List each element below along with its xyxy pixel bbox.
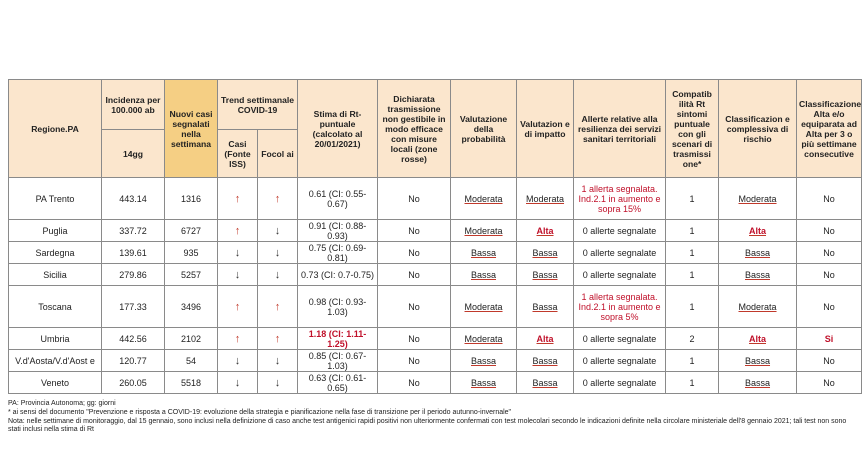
header-alerts: Allerte relative alla resilienza dei servizi sanitari territoriali — [574, 80, 666, 178]
cell-compatibility: 1 — [666, 286, 719, 328]
header-region: Regione.PA — [9, 80, 102, 178]
cell-transmission: No — [378, 242, 451, 264]
table-container — [8, 79, 861, 394]
cell-classification: Si — [797, 328, 862, 350]
cell-region: Sardegna — [9, 242, 102, 264]
cell-impact: Bassa — [517, 350, 574, 372]
arrow-down-icon: ↓ — [258, 220, 298, 242]
header-classification: Classificazione Alta e/o equiparata ad Alta per 3 o più settimane consecutive — [797, 80, 862, 178]
cell-probability: Moderata — [451, 178, 517, 220]
header-rt: Stima di Rt-puntuale (calcolato al 20/01/2021) — [298, 80, 378, 178]
cell-probability: Moderata — [451, 286, 517, 328]
cell-risk: Alta — [719, 328, 797, 350]
header-transmission: Dichiarata trasmissione non gestibile in modo efficace con misure locali (zone rosse) — [378, 80, 451, 178]
cell-cases: 5518 — [165, 372, 218, 394]
cell-probability: Bassa — [451, 264, 517, 286]
footnote-document: * ai sensi del documento "Prevenzione e risposta a COVID-19: evoluzione della strategia e pianificazione nella fase di transizione per il periodo autunno-invernale" — [8, 408, 512, 416]
cell-impact: Bassa — [517, 286, 574, 328]
cell-alerts: 1 allerta segnalata. Ind.2.1 in aumento e sopra 5% — [574, 286, 666, 328]
table-row — [9, 328, 862, 350]
cell-compatibility: 2 — [666, 328, 719, 350]
cell-risk: Moderata — [719, 286, 797, 328]
arrow-up-icon: ↑ — [258, 178, 298, 220]
cell-incidence: 139.61 — [102, 242, 165, 264]
cell-impact: Moderata — [517, 178, 574, 220]
cell-rt: 0.98 (CI: 0.93-1.03) — [298, 286, 378, 328]
table-row — [9, 178, 862, 220]
header-trend-cases: Casi (Fonte ISS) — [218, 130, 258, 178]
cell-rt: 0.91 (CI: 0.88-0.93) — [298, 220, 378, 242]
cell-probability: Bassa — [451, 372, 517, 394]
header-incidence-sub: 14gg — [102, 130, 165, 178]
cell-classification: No — [797, 286, 862, 328]
arrow-up-icon: ↑ — [258, 286, 298, 328]
arrow-up-icon: ↑ — [218, 328, 258, 350]
cell-transmission: No — [378, 328, 451, 350]
header-compatibility: Compatib ilità Rt sintomi puntuale con gli scenari di trasmissi one* — [666, 80, 719, 178]
cell-alerts: 0 allerte segnalate — [574, 242, 666, 264]
header-trend-outbreaks: Focol ai — [258, 130, 298, 178]
cell-incidence: 279.86 — [102, 264, 165, 286]
cell-incidence: 443.14 — [102, 178, 165, 220]
arrow-up-icon: ↑ — [218, 286, 258, 328]
header-probability: Valutazione della probabilità — [451, 80, 517, 178]
footnote-note: Nota: nelle settimane di monitoraggio, dal 15 gennaio, sono inclusi nella definizione di caso anche test antigenici rapidi positivi non ulteriormente confermati con test molecolari secondo le indicazioni definite nella circolare ministeriale dell'8 gennaio 2021; tali test non sono stati inclusi nella stima di Rt — [8, 417, 847, 434]
cell-transmission: No — [378, 264, 451, 286]
cell-transmission: No — [378, 350, 451, 372]
cell-alerts: 1 allerta segnalata. Ind.2.1 in aumento e sopra 15% — [574, 178, 666, 220]
cell-risk: Bassa — [719, 264, 797, 286]
cell-risk: Moderata — [719, 178, 797, 220]
cell-compatibility: 1 — [666, 264, 719, 286]
table-row — [9, 242, 862, 264]
cell-classification: No — [797, 264, 862, 286]
arrow-up-icon: ↑ — [218, 178, 258, 220]
cell-impact: Alta — [517, 220, 574, 242]
arrow-up-icon: ↑ — [218, 220, 258, 242]
cell-cases: 3496 — [165, 286, 218, 328]
arrow-up-icon: ↑ — [258, 328, 298, 350]
cell-classification: No — [797, 372, 862, 394]
cell-incidence: 177.33 — [102, 286, 165, 328]
cell-risk: Bassa — [719, 372, 797, 394]
arrow-down-icon: ↓ — [218, 264, 258, 286]
header-new-cases: Nuovi casi segnalati nella settimana — [165, 80, 218, 178]
cell-region: PA Trento — [9, 178, 102, 220]
cell-cases: 1316 — [165, 178, 218, 220]
footnote-abbreviations: PA: Provincia Autonoma; gg: giorni — [8, 400, 116, 407]
cell-compatibility: 1 — [666, 220, 719, 242]
arrow-down-icon: ↓ — [258, 350, 298, 372]
cell-region: Sicilia — [9, 264, 102, 286]
cell-rt: 0.61 (CI: 0.55-0.67) — [298, 178, 378, 220]
arrow-down-icon: ↓ — [218, 242, 258, 264]
cell-cases: 2102 — [165, 328, 218, 350]
arrow-down-icon: ↓ — [218, 372, 258, 394]
footnotes — [8, 400, 858, 435]
cell-compatibility: 1 — [666, 178, 719, 220]
cell-classification: No — [797, 178, 862, 220]
cell-incidence: 337.72 — [102, 220, 165, 242]
header-risk: Classificazion e complessiva di rischio — [719, 80, 797, 178]
cell-probability: Bassa — [451, 242, 517, 264]
cell-cases: 54 — [165, 350, 218, 372]
cell-compatibility: 1 — [666, 242, 719, 264]
header-incidence: Incidenza per 100.000 ab — [102, 80, 165, 130]
table-row — [9, 350, 862, 372]
cell-probability: Moderata — [451, 220, 517, 242]
cell-cases: 6727 — [165, 220, 218, 242]
cell-rt: 0.75 (CI: 0.69-0.81) — [298, 242, 378, 264]
cell-transmission: No — [378, 220, 451, 242]
cell-probability: Bassa — [451, 350, 517, 372]
cell-alerts: 0 allerte segnalate — [574, 372, 666, 394]
arrow-down-icon: ↓ — [258, 264, 298, 286]
table-row — [9, 286, 862, 328]
cell-probability: Moderata — [451, 328, 517, 350]
cell-risk: Alta — [719, 220, 797, 242]
cell-region: V.d'Aosta/V.d'Aost e — [9, 350, 102, 372]
cell-alerts: 0 allerte segnalate — [574, 328, 666, 350]
cell-rt: 0.85 (CI: 0.67-1.03) — [298, 350, 378, 372]
risk-table — [8, 79, 862, 394]
cell-incidence: 260.05 — [102, 372, 165, 394]
table-row — [9, 220, 862, 242]
cell-region: Umbria — [9, 328, 102, 350]
cell-transmission: No — [378, 286, 451, 328]
cell-region: Veneto — [9, 372, 102, 394]
header-impact: Valutazion e di impatto — [517, 80, 574, 178]
header-trend: Trend settimanale COVID-19 — [218, 80, 298, 130]
cell-classification: No — [797, 220, 862, 242]
cell-transmission: No — [378, 372, 451, 394]
cell-incidence: 120.77 — [102, 350, 165, 372]
cell-rt: 0.73 (CI: 0.7-0.75) — [298, 264, 378, 286]
cell-cases: 935 — [165, 242, 218, 264]
cell-classification: No — [797, 350, 862, 372]
table-row — [9, 264, 862, 286]
cell-classification: No — [797, 242, 862, 264]
cell-region: Puglia — [9, 220, 102, 242]
cell-alerts: 0 allerte segnalate — [574, 220, 666, 242]
table-body — [9, 178, 862, 394]
cell-incidence: 442.56 — [102, 328, 165, 350]
cell-impact: Alta — [517, 328, 574, 350]
cell-cases: 5257 — [165, 264, 218, 286]
cell-rt: 0.63 (CI: 0.61-0.65) — [298, 372, 378, 394]
cell-impact: Bassa — [517, 264, 574, 286]
table-row — [9, 372, 862, 394]
cell-risk: Bassa — [719, 350, 797, 372]
arrow-down-icon: ↓ — [258, 372, 298, 394]
cell-transmission: No — [378, 178, 451, 220]
cell-alerts: 0 allerte segnalate — [574, 264, 666, 286]
cell-impact: Bassa — [517, 242, 574, 264]
arrow-down-icon: ↓ — [258, 242, 298, 264]
arrow-down-icon: ↓ — [218, 350, 258, 372]
cell-compatibility: 1 — [666, 350, 719, 372]
cell-compatibility: 1 — [666, 372, 719, 394]
cell-region: Toscana — [9, 286, 102, 328]
cell-impact: Bassa — [517, 372, 574, 394]
cell-risk: Bassa — [719, 242, 797, 264]
cell-alerts: 0 allerte segnalate — [574, 350, 666, 372]
cell-rt: 1.18 (CI: 1.11-1.25) — [298, 328, 378, 350]
